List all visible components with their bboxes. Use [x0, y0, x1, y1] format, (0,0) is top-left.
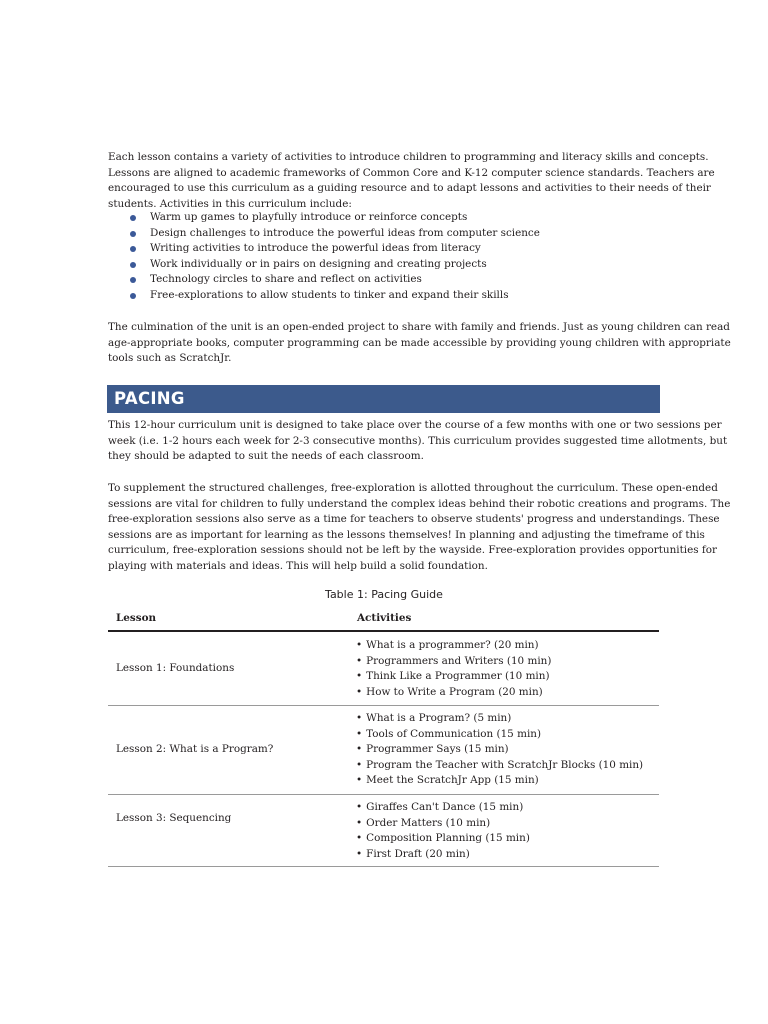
intro-line: Each lesson contains a variety of activities to introduce children to programming and literacy skills and concepts. — [108, 151, 709, 163]
list-item — [150, 257, 487, 273]
bullet-icon — [130, 293, 136, 299]
culmination-line: tools such as ScratchJr. — [108, 352, 232, 365]
section-heading-bar — [107, 385, 660, 413]
list-item — [150, 210, 467, 226]
pacing-line: sessions are as important for learning as the lessons themselves! In planning and adjusting the timeframe of this — [108, 528, 705, 541]
pacing-line: playing with materials and ideas. This will help build a solid foundation. — [108, 560, 488, 572]
pacing-line: curriculum, free-exploration sessions should not be left by the wayside. Free-exploration provides opportunities for — [108, 544, 717, 557]
pacing-line: week (i.e. 1-2 hours each week for 2-3 consecutive months). This curriculum provides suggested time allotments, but — [108, 434, 728, 447]
activity-item: • Giraffes Can't Dance (15 min) — [356, 800, 523, 816]
bullet-icon — [130, 277, 136, 283]
table-header-rule — [108, 630, 659, 632]
intro-line: encouraged to use this curriculum as a guiding resource and to adapt lessons and activities to their needs of their — [108, 182, 711, 195]
bullet-icon — [130, 246, 136, 252]
table-row-divider — [108, 794, 659, 795]
table-row-divider — [108, 705, 659, 706]
culmination-line: The culmination of the unit is an open-ended project to share with family and friends. Just as young children can read — [108, 321, 730, 333]
list-item-text: Warm up games to playfully introduce or reinforce concepts — [150, 211, 468, 223]
bullet-icon — [130, 231, 136, 237]
activity-item: • How to Write a Program (20 min) — [356, 685, 543, 701]
list-item — [150, 288, 509, 304]
table-cell-lesson: Lesson 2: What is a Program? — [116, 743, 274, 755]
section-heading: PACING — [114, 389, 185, 408]
activity-item: • Programmers and Writers (10 min) — [356, 654, 551, 670]
table-cell-lesson: Lesson 1: Foundations — [116, 662, 235, 674]
list-item-text: Free-explorations to allow students to tinker and expand their skills — [150, 289, 509, 301]
list-item-text: Design challenges to introduce the powerful ideas from computer science — [150, 226, 540, 239]
activity-item: • Program the Teacher with ScratchJr Blocks (10 min) — [356, 758, 643, 774]
activity-item: • Tools of Communication (15 min) — [356, 727, 541, 743]
table-cell-lesson: Lesson 3: Sequencing — [116, 812, 232, 824]
pacing-line: To supplement the structured challenges, free-exploration is allotted throughout the curriculum. These open-ended — [108, 482, 718, 494]
pacing-line: sessions are vital for children to fully understand the complex ideas behind their robotic creations and programs. The — [108, 497, 731, 510]
activity-item: • Meet the ScratchJr App (15 min) — [356, 773, 539, 789]
pacing-line: This 12-hour curriculum unit is designed to take place over the course of a few months with one or two sessions per — [108, 419, 722, 431]
table-header-lesson: Lesson — [116, 612, 157, 624]
bullet-icon — [130, 262, 136, 268]
activity-item: • Composition Planning (15 min) — [356, 831, 530, 847]
table-bottom-rule — [108, 866, 659, 867]
list-item-text: Writing activities to introduce the powerful ideas from literacy — [150, 242, 481, 255]
intro-line: Lessons are aligned to academic frameworks of Common Core and K-12 computer science standards. Teachers are — [108, 166, 715, 179]
table-caption: Table 1: Pacing Guide — [325, 588, 443, 601]
list-item — [150, 241, 481, 257]
bullet-icon — [130, 215, 136, 221]
activity-item: • First Draft (20 min) — [356, 847, 470, 863]
pacing-line: free-exploration sessions also serve as a time for teachers to observe students' progress and understandings. These — [108, 513, 720, 526]
table-header-activities: Activities — [357, 612, 412, 624]
list-item — [150, 272, 422, 288]
list-item-text: Technology circles to share and reflect on activities — [150, 273, 422, 286]
list-item — [150, 226, 540, 242]
culmination-line: age-appropriate books, computer programming can be made accessible by providing young children with appropriate — [108, 336, 731, 349]
activity-item: • Order Matters (10 min) — [356, 816, 490, 832]
list-item-text: Work individually or in pairs on designing and creating projects — [150, 257, 487, 270]
activity-item: • What is a Program? (5 min) — [356, 711, 511, 727]
activity-item: • Programmer Says (15 min) — [356, 742, 509, 758]
activity-item: • What is a programmer? (20 min) — [356, 638, 539, 654]
pacing-line: they should be adapted to suit the needs of each classroom. — [108, 450, 424, 463]
activity-item: • Think Like a Programmer (10 min) — [356, 669, 550, 685]
intro-line: students. Activities in this curriculum include: — [108, 197, 352, 210]
